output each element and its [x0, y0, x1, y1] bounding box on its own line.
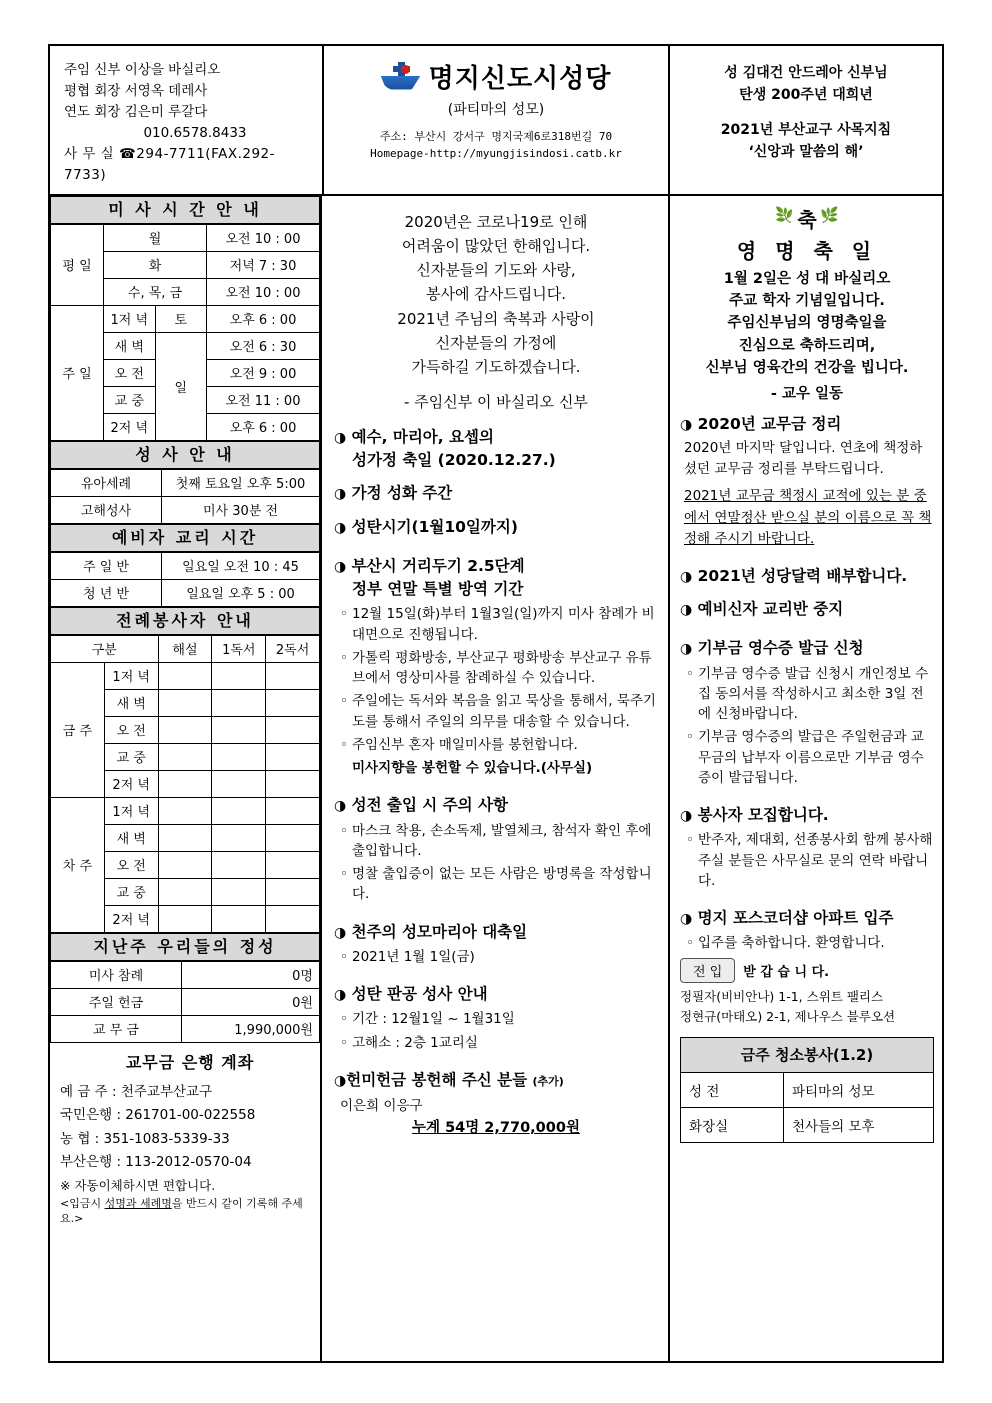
liturgy-cell[interactable] [158, 905, 212, 932]
liturgy-group-next-week: 차 주 [51, 797, 105, 932]
list-item: ◦ 기부금 영수증 발급 신청시 개인정보 수집 동의서를 작성하시고 최소한 3일 전에 신청바랍니다. [680, 664, 934, 725]
liturgy-header-0: 구분 [51, 635, 159, 662]
notice-heading [680, 907, 934, 930]
liturgy-slot: 오 전 [104, 851, 158, 878]
notice-heading-text: 기부금 영수증 발급 신청 [697, 639, 864, 658]
table-row [681, 1072, 934, 1107]
notice-heading-text: 예수, 마리아, 요셉의 [351, 427, 494, 446]
list-item: ◦ 입주를 축하합니다. 환영합니다. [680, 933, 934, 953]
liturgy-cell[interactable] [212, 905, 266, 932]
liturgy-cell[interactable] [212, 770, 266, 797]
bullet-icon: ◑ [334, 924, 347, 941]
notice-heading-sup: (추가) [532, 1074, 564, 1088]
bullet-icon: ◑ [680, 416, 693, 433]
newcomers-welcome: 받 갑 습 니 다. [743, 964, 830, 980]
list-item: ◦ 가톨릭 평화방송, 부산교구 평화방송 부산교구 유튜브에서 영상미사를 참례하실 수 있습니다. [334, 648, 658, 689]
greeting-line: 봉사에 감사드립니다. [426, 285, 566, 304]
liturgy-slot: 새 벽 [104, 824, 158, 851]
bullet-icon: ◑ [334, 1072, 347, 1089]
table-row [51, 496, 320, 523]
bullet-icon: ◑ [680, 911, 693, 927]
notice-heading-text: 2021년 성당달력 배부합니다. [697, 566, 908, 585]
bullet-icon: ◑ [334, 519, 347, 536]
pastoral-line2: ‘신앙과 말씀의 해’ [748, 144, 864, 161]
list-item: ◦ 명찰 출입증이 없는 모든 사람은 방명록을 작성합니다. [334, 864, 658, 905]
circle-bullet-icon: ◦ [340, 649, 348, 666]
liturgy-header-1: 해설 [158, 635, 212, 662]
sacrament-value: 미사 30분 전 [162, 496, 320, 523]
notice-heading [334, 794, 658, 817]
office-phone: 사 무 실 ☎294-7711(FAX.292-7733) [64, 145, 276, 183]
liturgy-cell[interactable] [158, 689, 212, 716]
mass-day: 교 중 [104, 386, 156, 413]
mass-group-sunday: 주 일 [51, 305, 104, 440]
middle-column [322, 196, 670, 1361]
table-row [51, 579, 320, 606]
feast-day-title: 영 명 축 일 [736, 238, 878, 263]
notice-heading-cont: 정부 연말 특별 방역 기간 [352, 580, 524, 599]
circle-bullet-icon: ◦ [340, 1011, 348, 1028]
liturgy-cell[interactable] [212, 689, 266, 716]
catechism-label: 청 년 반 [51, 579, 162, 606]
offering-table [50, 961, 320, 1043]
mass-sub-sun: 일 [155, 332, 207, 440]
church-homepage[interactable]: Homepage-http://myungjisindosi.catb.kr [370, 146, 622, 160]
offering-value: 1,990,000원 [182, 1015, 320, 1042]
offering-value: 0원 [182, 988, 320, 1015]
offering-label: 교 무 금 [51, 1015, 182, 1042]
circle-bullet-icon: ◦ [340, 736, 348, 753]
liturgy-title: 전례봉사자 안내 [50, 607, 320, 635]
notice-heading [334, 555, 658, 578]
liturgy-cell[interactable] [212, 824, 266, 851]
notice-heading-cont: 성가정 축일 (2020.12.27.) [352, 451, 556, 470]
greeting-line: 신자분들의 가정에 [435, 334, 557, 353]
mass-sub-sat: 토 [155, 305, 207, 332]
notice-heading-text: 천주의 성모마리아 대축일 [351, 922, 528, 941]
header-contacts [50, 46, 322, 194]
notice-heading [680, 598, 934, 621]
circle-bullet-icon: ◦ [340, 866, 348, 883]
mass-time: 오전 9 : 00 [207, 359, 320, 386]
bullet-icon: ◑ [334, 558, 347, 575]
account-note: ※ 자동이체하시면 편합니다. [60, 1178, 216, 1194]
mass-day: 1저 녁 [104, 305, 156, 332]
feast-line: 주임신부님의 영명축일을 [727, 315, 887, 332]
table-row [51, 662, 320, 689]
mass-group-weekday: 평 일 [51, 224, 104, 305]
council-chair-line: 평협 회장 서영옥 데레사 [64, 82, 208, 99]
catechism-title: 예비자 교리 시간 [50, 524, 320, 552]
mass-time: 오전 10 : 00 [207, 278, 320, 305]
header-jubilee [670, 46, 942, 194]
list-item: ◦ 12월 15일(화)부터 1월3일(일)까지 미사 참례가 비대면으로 진행됩니다. [334, 604, 658, 645]
liturgy-cell[interactable] [158, 716, 212, 743]
header-identity [322, 46, 670, 194]
notice-heading-text: 2020년 교무금 정리 [697, 414, 842, 433]
church-patron: (파티마의 성모) [447, 102, 545, 118]
greeting-line: 2021년 주님의 축복과 사랑이 [397, 309, 595, 328]
feast-line: 신부님 영육간의 건강을 빕니다. [705, 360, 909, 377]
mass-time: 오전 10 : 00 [207, 224, 320, 251]
table-row [51, 469, 320, 496]
notice-heading [334, 426, 658, 449]
notice-heading [334, 983, 658, 1006]
list-item: ◦ 주일에는 독서와 복음을 읽고 묵상을 통해서, 묵주기도를 통해서 주일의 의무를 대송할 수 있습니다. [334, 691, 658, 732]
mass-time: 오후 6 : 00 [207, 413, 320, 440]
feast-line: 진심으로 축하드리며, [738, 337, 876, 354]
liturgy-cell[interactable] [158, 824, 212, 851]
liturgy-cell[interactable] [266, 905, 320, 932]
table-row [681, 1107, 934, 1142]
liturgy-slot: 오 전 [104, 716, 158, 743]
notice-paragraph-underlined: 2021년 교무금 책정시 교적에 있는 분 중에서 연말정산 받으실 분의 이름으로 꼭 책정해 주시기 바랍니다. [684, 487, 932, 548]
donor-names: 이은희 이응구 [340, 1098, 423, 1115]
sacrament-label: 유아세례 [51, 469, 162, 496]
notice-heading [680, 804, 934, 827]
right-column [670, 196, 942, 1361]
liturgy-cell[interactable] [212, 878, 266, 905]
bullet-icon: ◑ [680, 568, 693, 585]
circle-bullet-icon: ◦ [340, 606, 348, 623]
liturgy-cell[interactable] [266, 824, 320, 851]
list-item-emphasis: 미사지향을 봉헌할 수 있습니다.(사무실) [352, 760, 593, 777]
list-item: ◦ 2021년 1월 1일(금) [334, 947, 658, 967]
circle-bullet-icon: ◦ [686, 665, 694, 682]
notice-heading-text: 성전 출입 시 주의 사항 [351, 796, 508, 815]
cleaning-label: 성 전 [681, 1072, 784, 1107]
bullet-icon: ◑ [334, 486, 347, 503]
circle-bullet-icon: ◦ [340, 822, 348, 839]
account-fine-b: 성명과 세례명 [104, 1196, 172, 1210]
header [50, 46, 942, 196]
mass-schedule-title: 미 사 시 간 안 내 [50, 196, 320, 224]
notice-heading-text: 가정 성화 주간 [351, 484, 453, 503]
feast-line: 1월 2일은 성 대 바실리오 [723, 270, 891, 287]
left-column [50, 196, 322, 1361]
account-bnk: 부산은행 : 113-2012-0570-04 [60, 1154, 252, 1171]
newcomers-block [680, 958, 934, 983]
circle-bullet-icon: ◦ [340, 948, 348, 965]
liturgy-cell[interactable] [158, 851, 212, 878]
cleaning-value: 천사들의 모후 [784, 1107, 934, 1142]
notice-heading [680, 565, 934, 588]
cleaning-duty-table [680, 1037, 934, 1143]
jubilee-line2: 탄생 200주년 대희년 [739, 87, 873, 104]
catechism-label: 주 일 반 [51, 552, 162, 579]
notice-heading [680, 637, 934, 660]
bullet-icon: ◑ [680, 808, 693, 824]
pastor-line: 주임 신부 이상을 바실리오 [64, 62, 221, 78]
table-row [51, 961, 320, 988]
liturgy-group-this-week: 금 주 [51, 662, 105, 797]
notice-paragraph: 2020년 마지막 달입니다. 연초에 책정하셨던 교무금 정리를 부탁드립니다. [684, 440, 923, 478]
jubilee-line1: 성 김대건 안드레아 신부님 [724, 65, 888, 81]
liturgy-cell[interactable] [266, 878, 320, 905]
account-fine-c: 을 반드시 같이 기록해 주세요.> [60, 1196, 303, 1225]
donation-total: 누계 54명 2,770,000원 [412, 1120, 580, 1137]
notice-heading-text: 성탄 판공 성사 안내 [351, 985, 488, 1004]
offering-title: 지난주 우리들의 정성 [50, 933, 320, 961]
sacrament-title: 성 사 안 내 [50, 441, 320, 469]
greeting-line: 가득하길 기도하겠습니다. [411, 358, 581, 377]
notice-heading [334, 921, 658, 944]
mass-time: 오후 6 : 00 [207, 305, 320, 332]
liturgy-header-2: 1독서 [212, 635, 266, 662]
list-item: ◦ 기부금 영수증의 발급은 주일헌금과 교무금의 납부자 이름으로만 기부금 영수증이 발급됩니다. [680, 727, 934, 788]
bullet-icon: ◑ [334, 429, 347, 446]
body [50, 196, 942, 1361]
table-row [51, 305, 320, 332]
list-item: ◦ 기간 : 12월1일 ~ 1월31일 [334, 1009, 658, 1029]
mass-day: 2저 녁 [104, 413, 156, 440]
table-row [51, 988, 320, 1015]
liturgy-slot: 2저 녁 [104, 770, 158, 797]
liturgy-cell[interactable] [212, 716, 266, 743]
list-item: ◦ 마스크 착용, 손소독제, 발열체크, 참석자 확인 후에 출입합니다. [334, 821, 658, 862]
notice-heading [680, 413, 934, 436]
notice-heading-text: 예비신자 교리반 중지 [697, 600, 844, 618]
feast-signature: - 교우 일동 [770, 385, 844, 402]
table-row [51, 1015, 320, 1042]
liturgy-slot: 교 중 [104, 743, 158, 770]
cleaning-title: 금주 청소봉사(1.2) [681, 1037, 934, 1072]
circle-bullet-icon: ◦ [340, 1034, 348, 1051]
liturgy-cell[interactable] [212, 797, 266, 824]
greeting-line: 신자분들의 기도와 사랑, [416, 261, 576, 280]
liturgy-slot: 1저 녁 [104, 797, 158, 824]
mobile-phone: 010.6578.8433 [143, 124, 247, 141]
feast-line: 주교 학자 기념일입니다. [729, 293, 885, 309]
table-row [51, 797, 320, 824]
greeting-line: 어려움이 많았던 한해입니다. [401, 236, 591, 255]
liturgy-cell[interactable] [266, 743, 320, 770]
liturgy-cell[interactable] [158, 743, 212, 770]
mass-time: 오전 11 : 00 [207, 386, 320, 413]
church-name: 명지신도시성당 [428, 64, 612, 94]
notice-heading-text: 헌미헌금 봉헌해 주신 분들 [346, 1070, 528, 1089]
liturgy-cell[interactable] [266, 797, 320, 824]
account-fine-print [60, 1197, 320, 1227]
mass-day: 월 [104, 224, 207, 251]
account-fine-a: <입금시 [60, 1196, 105, 1210]
circle-bullet-icon: ◦ [686, 832, 694, 849]
circle-bullet-icon: ◦ [686, 935, 694, 952]
offering-label: 주일 헌금 [51, 988, 182, 1015]
liturgy-cell[interactable] [158, 878, 212, 905]
liturgy-cell[interactable] [266, 689, 320, 716]
liturgy-cell[interactable] [158, 662, 212, 689]
cleaning-label: 화장실 [681, 1107, 784, 1142]
liturgy-table [50, 635, 320, 933]
liturgy-cell[interactable] [266, 662, 320, 689]
bullet-icon: ◑ [680, 602, 693, 618]
newcomer-name: 정현규(마태오) 2-1, 제나우스 블루오션 [680, 1008, 896, 1024]
liturgy-slot: 새 벽 [104, 689, 158, 716]
chuk-character: 축 [797, 207, 817, 232]
notice-heading [334, 482, 658, 505]
mass-day: 새 벽 [104, 332, 156, 359]
pastoral-line1: 2021년 부산교구 사목지침 [720, 121, 892, 138]
liturgy-slot: 1저 녁 [104, 662, 158, 689]
newcomer-name: 정필자(비비안나) 1-1, 스위트 팰리스 [680, 988, 884, 1004]
sacrament-value: 첫째 토요일 오후 5:00 [162, 469, 320, 496]
liturgy-cell[interactable] [212, 851, 266, 878]
sacrament-table [50, 469, 320, 524]
notice-heading-text: 봉사자 모집합니다. [697, 806, 829, 824]
liturgy-header-3: 2독서 [266, 635, 320, 662]
list-item: ◦ 고해소 : 2층 1교리실 [334, 1033, 658, 1053]
liturgy-slot: 2저 녁 [104, 905, 158, 932]
bulletin-sheet [48, 44, 944, 1363]
account-holder: 예 금 주 : 천주교부산교구 [60, 1083, 213, 1100]
sacrament-label: 고해성사 [51, 496, 162, 523]
mass-schedule-table [50, 224, 320, 441]
liturgy-cell[interactable] [212, 743, 266, 770]
feast-day-banner [680, 204, 934, 403]
notice-heading-text: 부산시 거리두기 2.5단계 [351, 556, 525, 575]
mass-time: 오전 6 : 30 [207, 332, 320, 359]
list-item: ◦ 반주자, 제대회, 선종봉사회 함께 봉사해 주실 분들은 사무실로 문의 연락 바랍니다. [680, 830, 934, 891]
catechism-value: 일요일 오후 5 : 00 [162, 579, 320, 606]
catechism-value: 일요일 오전 10 : 45 [162, 552, 320, 579]
liturgy-cell[interactable] [266, 770, 320, 797]
church-logo-icon [381, 62, 421, 92]
mass-day: 화 [104, 251, 207, 278]
liturgy-cell[interactable] [266, 851, 320, 878]
bullet-icon: ◑ [334, 987, 347, 1004]
wreath-icon [775, 204, 838, 233]
account-nh: 농 협 : 351-1083-5339-33 [60, 1130, 230, 1147]
bank-account-title: 교무금 은행 계좌 [125, 1052, 255, 1072]
offering-label: 미사 참례 [51, 961, 182, 988]
bullet-icon: ◑ [334, 798, 347, 815]
liturgy-cell[interactable] [158, 770, 212, 797]
table-row [681, 1037, 934, 1072]
notice-heading-text: 명지 포스코더샵 아파트 입주 [697, 909, 894, 927]
bank-account-block [50, 1043, 320, 1227]
church-address: 주소: 부산시 강서구 명지국제6로318번길 70 [379, 130, 613, 143]
liturgy-slot: 교 중 [104, 878, 158, 905]
circle-bullet-icon: ◦ [340, 693, 348, 710]
greeting-signature: - 주임신부 이 바실리오 신부 [404, 392, 588, 411]
notice-heading [334, 1069, 658, 1092]
yeondo-chair-line: 연도 회장 김은미 루갈다 [64, 103, 208, 120]
mass-day: 오 전 [104, 359, 156, 386]
greeting-line: 2020년은 코로나19로 인해 [404, 212, 588, 231]
mass-time: 저녁 7 : 30 [207, 251, 320, 278]
liturgy-cell[interactable] [266, 716, 320, 743]
offering-value: 0명 [182, 961, 320, 988]
bullet-icon: ◑ [680, 641, 693, 658]
table-row [51, 635, 320, 662]
cleaning-value: 파티마의 성모 [784, 1072, 934, 1107]
list-item: ◦ 주임신부 혼자 매일미사를 봉헌합니다. [334, 735, 658, 755]
pastor-greeting [334, 202, 658, 416]
mass-day: 수, 목, 금 [104, 278, 207, 305]
notice-heading-text: 성탄시기(1월10일까지) [351, 517, 518, 536]
liturgy-cell[interactable] [212, 662, 266, 689]
account-kb: 국민은행 : 261701-00-022558 [60, 1107, 256, 1124]
liturgy-cell[interactable] [158, 797, 212, 824]
circle-bullet-icon: ◦ [686, 729, 694, 746]
notice-heading [334, 516, 658, 539]
catechism-table [50, 552, 320, 607]
table-row [51, 224, 320, 251]
newcomers-chip: 전 입 [680, 958, 735, 983]
table-row [51, 552, 320, 579]
